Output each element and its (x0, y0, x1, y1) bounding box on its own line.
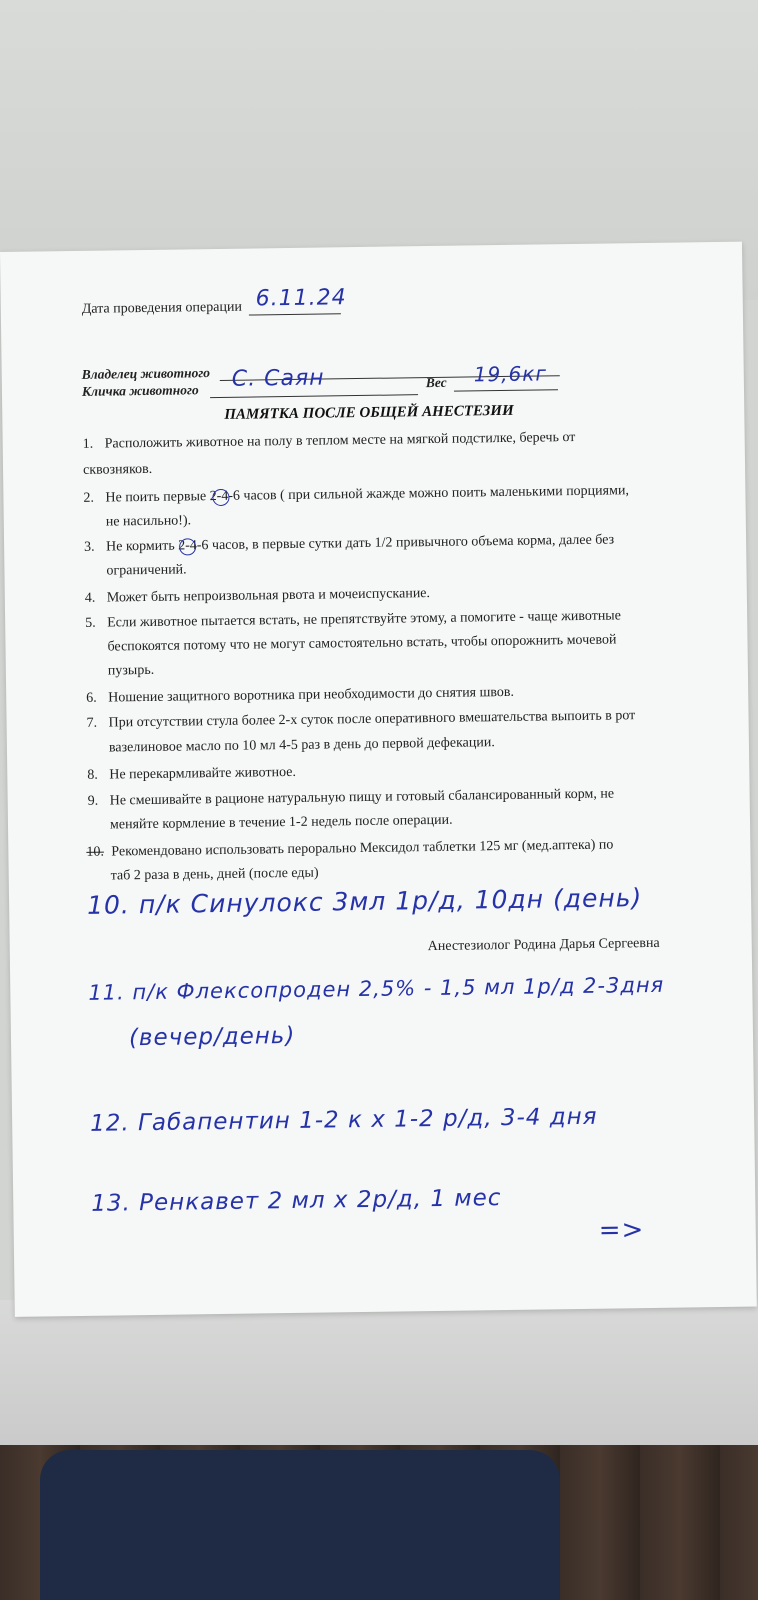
pet-name-line (210, 394, 418, 398)
handwritten-line-11: 11. п/к Флексопроден 2,5% - 1,5 мл 1р/д 2-3дня (88, 972, 665, 1005)
item-4-number: 4. (84, 590, 96, 606)
item-3-number: 3. (84, 539, 95, 555)
item-1-line-1: Расположить животное на полу в теплом месте на мягкой подстилке, беречь от (104, 429, 576, 452)
document-sheet (0, 242, 757, 1317)
circled-mark-item-2 (212, 489, 229, 506)
handwritten-line-10: 10. п/к Синулокс 3мл 1р/д, 10дн (день) (86, 883, 643, 920)
item-5-line-2: беспокоятся потому что не могут самостоятельно встать, чтобы опорожнить мочевой (107, 632, 617, 655)
item-10-line-1: Рекомендовано использовать перорально Мексидол таблетки 125 мг (мед.аптека) по (111, 837, 614, 860)
background-person-legs (40, 1450, 560, 1600)
item-2-line-1: Не поить первые 2-4-6 часов ( при сильной жажде можно поить маленькими порциями, (105, 483, 630, 506)
weight-line (454, 389, 558, 391)
item-9-number: 9. (87, 793, 99, 809)
item-6-number: 6. (86, 690, 97, 706)
weight-label: Вес (425, 374, 447, 391)
memo-title: ПАМЯТКА ПОСЛЕ ОБЩЕЙ АНЕСТЕЗИИ (224, 402, 514, 423)
item-9-line-2: меняйте кормление в течение 1-2 недель после операции. (109, 812, 453, 833)
pet-name-label: Кличка животного (81, 382, 199, 399)
item-6-line-1: Ношение защитного воротника при необходимости до снятия швов. (108, 684, 515, 706)
pet-name-value: С. Саян (231, 365, 325, 392)
circled-mark-item-3 (179, 538, 196, 555)
item-3-line-2: ограничений. (106, 562, 187, 579)
item-1-line-2: сквозняков. (82, 461, 153, 478)
weight-value: 19,6кг (473, 361, 548, 387)
item-5-line-1: Если животное пытается встать, не препятствуйте этому, а помогите - чаще животные (107, 608, 621, 631)
item-5-number: 5. (85, 615, 96, 631)
background-table (0, 1300, 758, 1450)
anesthesiologist-signature: Анестезиолог Родина Дарья Сергеевна (427, 935, 660, 955)
handwritten-line-13: 13. Ренкавет 2 мл х 2р/д, 1 мес (91, 1185, 502, 1217)
item-9-line-1: Не смешивайте в рационе натуральную пищу и готовый сбалансированный корм, не (109, 786, 615, 809)
item-3-line-1: Не кормить 2-4-6 часов, в первые сутки дать 1/2 привычного объема корма, далее без (106, 532, 615, 555)
item-7-line-1: При отсутствии стула более 2-х суток после оперативного вмешательства выпоить в рот (108, 708, 636, 731)
owner-label: Владелец животного (81, 365, 211, 382)
item-8-line-1: Не перекармливайте животное. (109, 764, 297, 783)
item-2-line-2: не насильно!). (105, 513, 192, 530)
item-7-number: 7. (86, 715, 98, 731)
item-4-line-1: Может быть непроизвольная рвота и мочеиспускание. (106, 586, 431, 606)
item-5-line-3: пузырь. (107, 662, 155, 679)
handwritten-line-12: 12. Габапентин 1-2 к х 1-2 р/д, 3-4 дня (89, 1103, 598, 1137)
item-2-number: 2. (83, 490, 95, 506)
operation-date-value: 6.11.24 (255, 285, 347, 312)
item-10-line-2: таб 2 раза в день, дней (после еды) (110, 865, 319, 884)
operation-date-line (249, 313, 341, 315)
item-1-number: 1. (82, 436, 94, 452)
item-8-number: 8. (87, 767, 98, 783)
item-10-number: 10. (86, 844, 104, 860)
handwritten-line-11-cont: (вечер/день) (128, 1022, 296, 1052)
handwritten-arrow: => (598, 1215, 645, 1246)
operation-date-label: Дата проведения операции (81, 299, 243, 317)
item-7-line-2: вазелиновое масло по 10 мл 4-5 раз в день до первой дефекации. (108, 735, 495, 756)
